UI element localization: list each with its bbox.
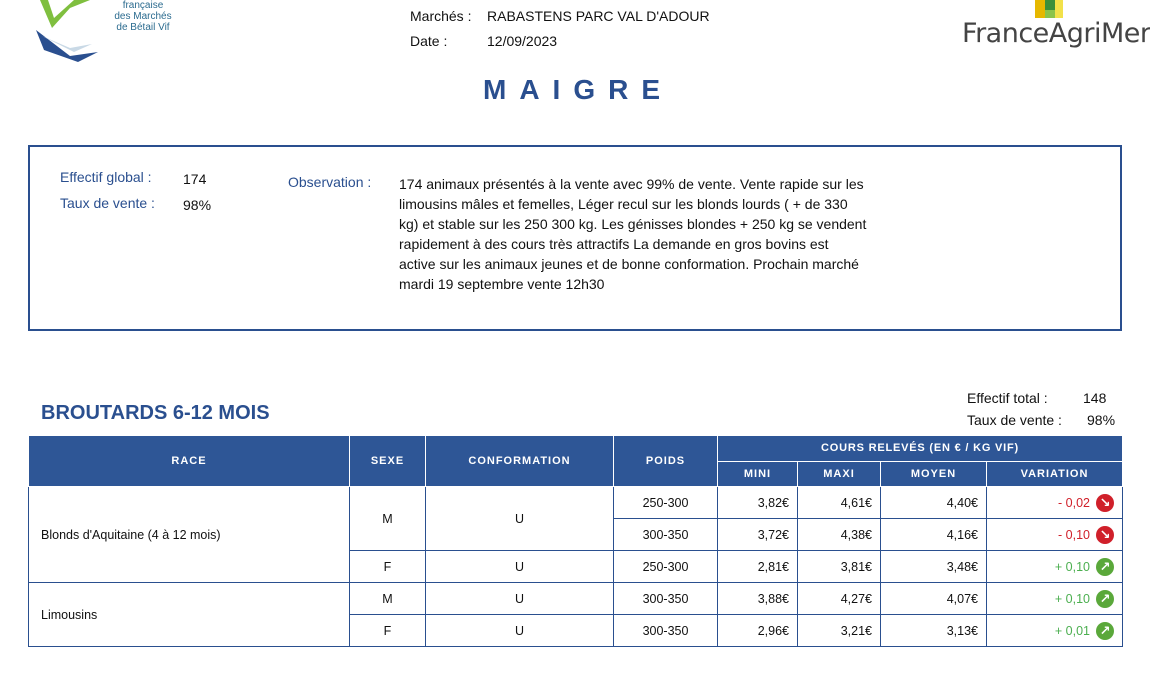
sexe-cell: F xyxy=(350,551,426,583)
maxi-cell: 3,21€ xyxy=(798,615,881,647)
mini-cell: 3,88€ xyxy=(718,583,798,615)
variation-value: - 0,10 xyxy=(1058,527,1091,542)
poids-cell: 250-300 xyxy=(614,487,718,519)
variation-cell xyxy=(987,487,1123,519)
arrow-down-right-icon: ↘ xyxy=(1096,494,1114,512)
variation-cell xyxy=(987,615,1123,647)
moyen-cell: 3,48€ xyxy=(881,551,987,583)
sexe-cell: F xyxy=(350,615,426,647)
header-conformation: CONFORMATION xyxy=(426,436,614,487)
poids-cell: 300-350 xyxy=(614,519,718,551)
market-value: RABASTENS PARC VAL D'ADOUR xyxy=(487,8,710,24)
section-title: BROUTARDS 6-12 MOIS xyxy=(41,402,270,424)
federation-logo xyxy=(30,0,180,66)
franceagrimer-logo xyxy=(960,0,1150,50)
header-cours: COURS RELEVÉS (EN € / KG VIF) xyxy=(718,436,1123,462)
effectif-total-label: Effectif total : xyxy=(967,390,1048,406)
logo-line-1: française xyxy=(122,0,164,11)
header-race: RACE xyxy=(29,436,350,487)
variation-value: + 0,01 xyxy=(1054,623,1091,638)
logo-line-2: des Marchés xyxy=(114,11,172,22)
section-taux-label: Taux de vente : xyxy=(967,412,1062,428)
taux-vente-value: 98% xyxy=(183,197,212,213)
race-cell: Blonds d'Aquitaine (4 à 12 mois) xyxy=(29,487,350,583)
franceagrimer-logo-mark xyxy=(1035,0,1070,18)
mini-cell: 3,82€ xyxy=(718,487,798,519)
variation-cell xyxy=(987,551,1123,583)
conformation-cell: U xyxy=(426,487,614,551)
taux-vente-label: Taux de vente : xyxy=(60,195,155,211)
poids-cell: 250-300 xyxy=(614,551,718,583)
observation-label: Observation : xyxy=(288,174,372,190)
maxi-cell: 4,38€ xyxy=(798,519,881,551)
market-label: Marchés : xyxy=(410,8,472,24)
date-value: 12/09/2023 xyxy=(487,33,558,49)
variation-value: + 0,10 xyxy=(1054,559,1091,574)
header-maxi: MAXI xyxy=(798,461,881,487)
moyen-cell: 3,13€ xyxy=(881,615,987,647)
observation-text: 174 animaux présentés à la vente avec 99% de vente. Vente rapide sur les limousins mâles et femelles, Léger recul sur les blonds lourds ( + de 330 kg) et stable sur les 250 300 kg. Les génisses blondes + 250 kg se vendent rapidement à des cours très attractifs La demande en gros bovins est active sur les animaux jeunes et de bonne conformation. Prochain marché mardi 19 septembre vente 12h30 xyxy=(399,176,867,292)
variation-value: - 0,02 xyxy=(1058,495,1091,510)
variation-cell xyxy=(987,583,1123,615)
arrow-up-right-icon: ↗ xyxy=(1096,622,1114,640)
mini-cell: 2,81€ xyxy=(718,551,798,583)
federation-logo-mark xyxy=(30,0,100,66)
section-taux-value: 98% xyxy=(1087,412,1116,428)
maxi-cell: 4,61€ xyxy=(798,487,881,519)
header-mini: MINI xyxy=(718,461,798,487)
moyen-cell: 4,16€ xyxy=(881,519,987,551)
federation-logo-text xyxy=(98,0,188,33)
page-title: MAIGRE xyxy=(483,74,673,105)
header-poids: POIDS xyxy=(614,436,718,487)
date-label: Date : xyxy=(410,33,448,49)
conformation-cell: U xyxy=(426,551,614,583)
maxi-cell: 3,81€ xyxy=(798,551,881,583)
moyen-cell: 4,40€ xyxy=(881,487,987,519)
variation-cell xyxy=(987,519,1123,551)
poids-cell: 300-350 xyxy=(614,615,718,647)
table-row xyxy=(29,583,1123,615)
effectif-global-value: 174 xyxy=(183,171,207,187)
conformation-cell: U xyxy=(426,615,614,647)
header-variation: VARIATION xyxy=(987,461,1123,487)
arrow-up-right-icon: ↗ xyxy=(1096,558,1114,576)
mini-cell: 2,96€ xyxy=(718,615,798,647)
variation-value: + 0,10 xyxy=(1054,591,1091,606)
arrow-down-right-icon: ↘ xyxy=(1096,526,1114,544)
mini-cell: 3,72€ xyxy=(718,519,798,551)
poids-cell: 300-350 xyxy=(614,583,718,615)
maxi-cell: 4,27€ xyxy=(798,583,881,615)
arrow-up-right-icon: ↗ xyxy=(1096,590,1114,608)
table-row xyxy=(29,487,1123,519)
conformation-cell: U xyxy=(426,583,614,615)
effectif-total-value: 148 xyxy=(1083,390,1107,406)
effectif-global-label: Effectif global : xyxy=(60,169,152,185)
sexe-cell: M xyxy=(350,487,426,551)
moyen-cell: 4,07€ xyxy=(881,583,987,615)
sexe-cell: M xyxy=(350,583,426,615)
race-cell: Limousins xyxy=(29,583,350,647)
header-sexe: SEXE xyxy=(350,436,426,487)
logo-line-3: de Bétail Vif xyxy=(116,22,170,33)
franceagrimer-logo-text: FranceAgriMer xyxy=(962,18,1150,49)
header-moyen: MOYEN xyxy=(881,461,987,487)
price-table xyxy=(28,435,1123,647)
